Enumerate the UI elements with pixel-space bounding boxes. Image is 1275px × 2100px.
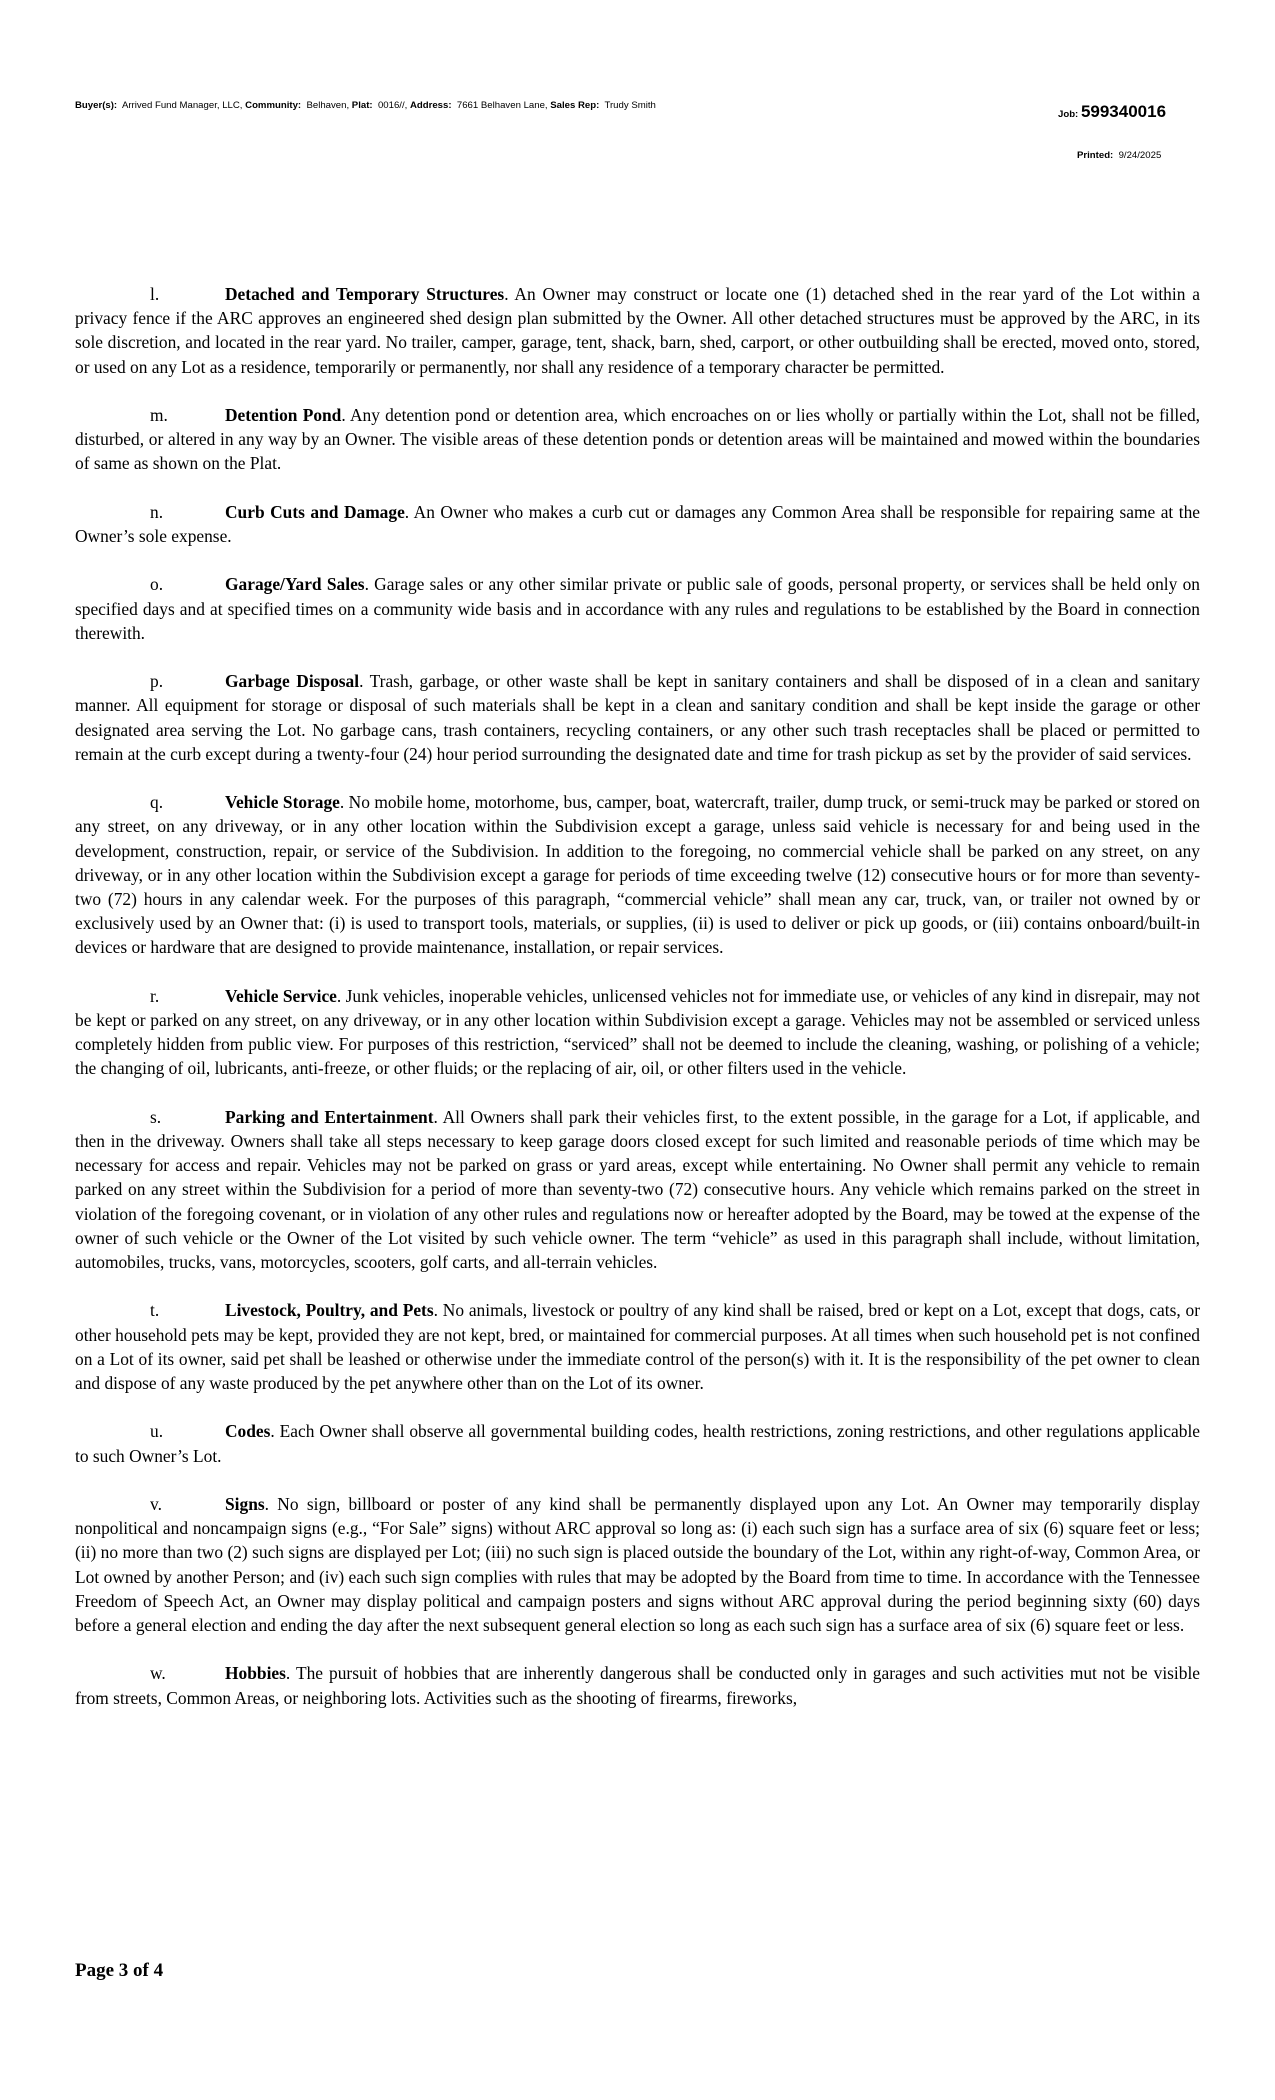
paragraph-text: . Junk vehicles, inoperable vehicles, unlicensed vehicles not for immediate use, or vehicles of any kind in disrepair, may not be kept or parked on any street, on any driveway, or in any other location within Subdivision except a garage. Vehicles may not be assembled or serviced unless completely hidden from public view. For purposes of this restriction, “serviced” shall not be deemed to include the cleaning, washing, or polishing of a vehicle; the changing of oil, lubricants, anti-freeze, or other fluids; or the replacing of air, oil, or other filters used in the vehicle. bbox=[75, 985, 1201, 1079]
job-number: 599340016 bbox=[1080, 102, 1167, 121]
paragraph-garage-sales bbox=[75, 572, 1200, 645]
paragraph-letter: u. bbox=[150, 1421, 164, 1442]
paragraph-text: . Any detention pond or detention area, which encroaches on or lies wholly or partially within the Lot, shall not be filled, disturbed, or altered in any way by an Owner. The visible areas of these detention ponds or detention areas will be maintained and mowed within the boundaries of same as shown on the Plat. bbox=[75, 405, 1200, 474]
printed-block bbox=[1077, 150, 1161, 161]
paragraph-text: . No sign, billboard or poster of any kind shall be permanently displayed upon any Lot. An Owner may temporarily display nonpolitical and noncampaign signs (e.g., “For Sale” signs) without ARC approval so long as: (i) each such sign has a surface area of six (6) square feet or less; (ii) no more than two (2) such signs are displayed per Lot; (iii) no such sign is placed outside the boundary of the Lot, within any right-of-way, Common Area, or Lot owned by another Person; and (iv) each such sign complies with rules that may be adopted by the Board from time to time. In accordance with the Tennessee Freedom of Speech Act, an Owner may display political and campaign posters and signs without ARC approval during the period beginning sixty (60) days before a general election and ending the day after the next subsequent general election so long as each such sign has a surface area of six (6) square feet or less. bbox=[75, 1494, 1200, 1636]
paragraph-heading: Garbage Disposal bbox=[225, 671, 360, 692]
page-number: Page 3 of 4 bbox=[75, 1960, 164, 1981]
paragraph-heading: Vehicle Storage bbox=[225, 792, 340, 813]
plat-label: Plat: bbox=[351, 100, 373, 111]
paragraph-letter: m. bbox=[150, 405, 168, 425]
paragraph-parking bbox=[75, 1105, 1200, 1274]
paragraph-curb-cuts bbox=[75, 500, 1200, 548]
job-label: Job: bbox=[1058, 109, 1079, 120]
community-value: Belhaven, bbox=[306, 100, 350, 111]
paragraph-letter: n. bbox=[150, 501, 164, 522]
paragraph-text: . The pursuit of hobbies that are inherently dangerous shall be conducted only in garages and such activities mut not be visible from streets, Common Areas, or neighboring lots. Activities such as the shooting of firearms, fireworks, bbox=[75, 1663, 1200, 1708]
paragraph-letter: w. bbox=[150, 1663, 166, 1684]
paragraph-heading: Parking and Entertainment bbox=[225, 1106, 434, 1127]
paragraph-heading: Detention Pond bbox=[225, 405, 342, 425]
paragraph-heading: Detached and Temporary Structures bbox=[225, 284, 505, 304]
buyer-value: Arrived Fund Manager, LLC, bbox=[121, 100, 243, 111]
paragraph-heading: Hobbies bbox=[225, 1663, 286, 1684]
document-header bbox=[75, 100, 656, 111]
paragraph-livestock-pets bbox=[75, 1298, 1200, 1395]
paragraph-heading: Garage/Yard Sales bbox=[225, 574, 365, 595]
paragraph-text: . No animals, livestock or poultry of any kind shall be raised, bred or kept on a Lot, except that dogs, cats, or other household pets may be kept, provided they are not kept, bred, or maintained for commercial purposes. At all times when such household pet is not confined on a Lot of its owner, said pet shall be leashed or otherwise under the immediate control of the person(s) with it. It is the responsibility of the pet owner to clean and dispose of any waste produced by the pet anywhere other than on the Lot of its owner. bbox=[75, 1300, 1200, 1394]
sales-rep-value: Trudy Smith bbox=[604, 100, 656, 111]
paragraph-letter: q. bbox=[150, 792, 164, 813]
paragraph-text: . An Owner may construct or locate one (1) detached shed in the rear yard of the Lot within a privacy fence if the ARC approves an engineered shed design plan submitted by the Owner. All other detached structures must be approved by the ARC, in its sole discretion, and located in the rear yard. No trailer, camper, garage, tent, shack, barn, shed, carport, or other outbuilding shall be erected, moved onto, stored, or used on any Lot as a residence, temporarily or permanently, nor shall any residence of a temporary character be permitted. bbox=[75, 284, 1200, 377]
paragraph-text: . Trash, garbage, or other waste shall be kept in sanitary containers and shall be disposed of in a clean and sanitary manner. All equipment for storage or disposal of such materials shall be kept in a clean and sanitary condition and shall be kept inside the garage or other designated area serving the Lot. No garbage cans, trash containers, recycling containers, or any other such trash receptacles shall be placed or permitted to remain at the curb except during a twenty-four (24) hour period surrounding the designated date and time for trash pickup as set by the provider of said services. bbox=[75, 671, 1201, 764]
paragraph-letter: l. bbox=[150, 284, 160, 304]
paragraph-heading: Signs bbox=[225, 1494, 265, 1514]
paragraph-text: . All Owners shall park their vehicles first, to the extent possible, in the garage for a Lot, if applicable, and then in the driveway. Owners shall take all steps necessary to keep garage doors closed except for such limited and reasonable periods of time which may be necessary for access and repair. Vehicles may not be parked on grass or yard areas, except while entertaining. No Owner shall permit any vehicle to remain parked on any street within the Subdivision for a period of more than seventy-two (72) consecutive hours. Any vehicle which remains parked on the street in violation of the foregoing covenant, or in violation of any other rules and regulations now or hereafter adopted by the Board, may be towed at the expense of the owner of such vehicle or the Owner of the Lot visited by such vehicle owner. The term “vehicle” as used in this paragraph shall include, without limitation, automobiles, trucks, vans, motorcycles, scooters, golf carts, and all-terrain vehicles. bbox=[75, 1106, 1200, 1273]
paragraph-vehicle-service bbox=[75, 984, 1200, 1081]
paragraph-text: . Garage sales or any other similar private or public sale of goods, personal property, or services shall be held only on specified days and at specified times on a community wide basis and in accordance with any rules and regulations to be established by the Board in connection therewith. bbox=[75, 574, 1200, 643]
paragraph-vehicle-storage bbox=[75, 790, 1200, 959]
paragraph-letter: t. bbox=[150, 1300, 160, 1321]
paragraph-heading: Vehicle Service bbox=[225, 985, 337, 1006]
paragraph-letter: o. bbox=[150, 574, 164, 595]
paragraph-letter: p. bbox=[150, 671, 164, 692]
paragraph-text: . Each Owner shall observe all governmental building codes, health restrictions, zoning restrictions, and other regulations applicable to such Owner’s Lot. bbox=[75, 1421, 1200, 1466]
job-block bbox=[1058, 102, 1166, 122]
buyer-label: Buyer(s): bbox=[75, 100, 118, 111]
printed-label: Printed: bbox=[1077, 150, 1114, 161]
paragraph-codes bbox=[75, 1419, 1200, 1467]
paragraph-heading: Curb Cuts and Damage bbox=[225, 501, 405, 522]
paragraph-heading: Codes bbox=[225, 1421, 271, 1442]
address-label: Address: bbox=[409, 100, 452, 111]
paragraph-detached-structures bbox=[75, 282, 1200, 379]
paragraph-signs bbox=[75, 1492, 1200, 1637]
paragraph-letter: r. bbox=[150, 985, 160, 1006]
address-value: 7661 Belhaven Lane, bbox=[456, 100, 548, 111]
paragraph-heading: Livestock, Poultry, and Pets bbox=[225, 1300, 434, 1321]
printed-date: 9/24/2025 bbox=[1118, 150, 1162, 161]
document-body bbox=[75, 282, 1200, 1734]
paragraph-letter: s. bbox=[150, 1106, 162, 1127]
paragraph-letter: v. bbox=[150, 1494, 162, 1514]
paragraph-text: . No mobile home, motorhome, bus, camper, boat, watercraft, trailer, dump truck, or semi-truck may be parked or stored on any street, on any driveway, or in any other location within the Subdivision except a garage, unless said vehicle is necessary for and being used in the development, construction, repair, or service of the Subdivision. In addition to the foregoing, no commercial vehicle shall be parked on any street, on any driveway, or in any other location within the Subdivision except a garage for periods of time exceeding twelve (12) consecutive hours or for more than seventy-two (72) hours in any calendar week. For the purposes of this paragraph, “commercial vehicle” shall mean any car, truck, van, or trailer not owned by or exclusively used by an Owner that: (i) is used to transport tools, materials, or supplies, (ii) is used to deliver or pick up goods, or (iii) contains onboard/built-in devices or hardware that are designed to provide maintenance, installation, or repair services. bbox=[75, 792, 1200, 958]
community-label: Community: bbox=[245, 100, 302, 111]
paragraph-detention-pond bbox=[75, 403, 1200, 476]
paragraph-hobbies bbox=[75, 1661, 1200, 1709]
paragraph-garbage-disposal bbox=[75, 669, 1200, 766]
plat-value: 0016//, bbox=[377, 100, 408, 111]
sales-rep-label: Sales Rep: bbox=[550, 100, 600, 111]
paragraph-text: . An Owner who makes a curb cut or damages any Common Area shall be responsible for repairing same at the Owner’s sole expense. bbox=[75, 501, 1200, 546]
